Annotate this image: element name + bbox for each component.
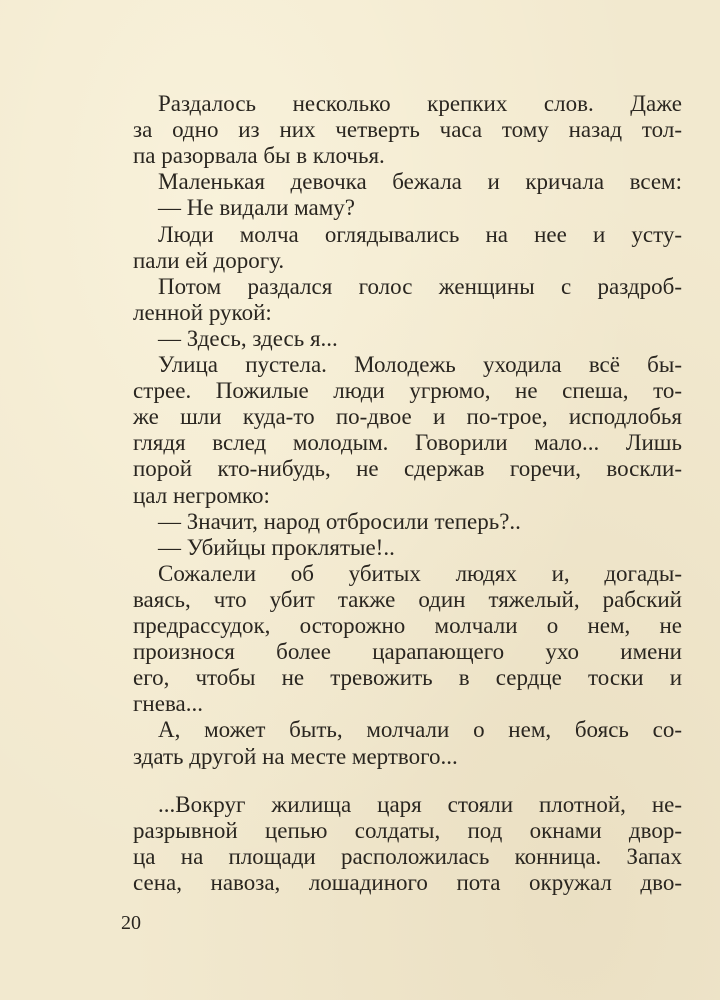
text-line: предрассудок, осторожно молчали о нем, не — [133, 613, 682, 638]
text-line: — Здесь, здесь я... — [158, 325, 338, 351]
text-line: — Убийцы проклятые!.. — [158, 534, 395, 560]
text-line: Люди молча оглядывались на нее и усту- — [158, 221, 682, 247]
text-line: Маленькая девочка бежала и кричала всем: — [158, 169, 682, 195]
text-line: здать другой на месте мертвого... — [133, 743, 458, 769]
text-line: Сожалели об убитых людях и, догады- — [158, 560, 682, 586]
text-line: ...Вокруг жилища царя стояли плотной, не- — [158, 791, 682, 817]
text-line: А, может быть, молчали о нем, боясь со- — [158, 717, 682, 743]
text-line: глядя вслед молодым. Говорили мало... Лишь — [133, 430, 682, 456]
text-line: сена, навоза, лошадиного пота окружал дво- — [133, 869, 682, 895]
text-line: разрывной цепью солдаты, под окнами двор- — [133, 817, 682, 843]
text-line: Улица пустела. Молодежь уходила всё бы- — [158, 352, 682, 377]
text-line: Потом раздался голос женщины с раздроб- — [158, 273, 682, 299]
text-line: ленной рукой: — [133, 299, 272, 325]
text-line: ваясь, что убит также один тяжелый, рабский — [133, 586, 682, 612]
text-line: ца на площади расположилась конница. Запах — [133, 843, 682, 869]
text-line: па разорвала бы в клочья. — [133, 143, 385, 169]
text-line: за одно из них четверть часа тому назад тол- — [133, 117, 682, 143]
text-line: — Не видали маму? — [158, 195, 356, 221]
text-line: цал негромко: — [133, 482, 270, 508]
page-number: 20 — [121, 912, 141, 934]
text-line: же шли куда-то по-двое и по-трое, исподлобья — [133, 404, 682, 430]
text-line: Раздалось несколько крепких слов. Даже — [158, 91, 682, 116]
text-line: — Значит, народ отбросили теперь?.. — [158, 508, 521, 534]
text-line: произнося более царапающего ухо имени — [133, 639, 682, 665]
text-line: стрее. Пожилые люди угрюмо, не спеша, то- — [133, 378, 682, 404]
text-line: пали ей дорогу. — [133, 247, 285, 273]
text-line: его, чтобы не тревожить в сердце тоски и — [133, 665, 682, 691]
text-line: порой кто-нибудь, не сдержав горечи, воскли- — [133, 456, 682, 482]
text-line: гнева... — [133, 691, 203, 717]
